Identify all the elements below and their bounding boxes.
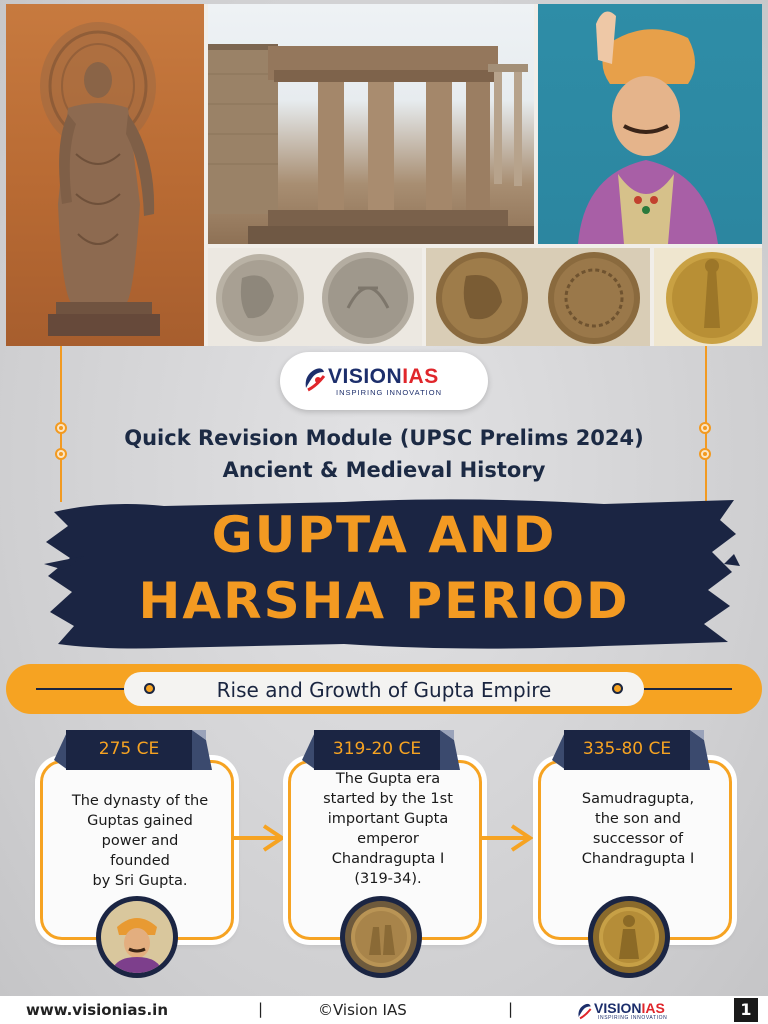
gupta-copper-coins-image xyxy=(426,248,650,346)
timeline-date-3: 335-80 CE xyxy=(582,739,672,759)
timeline-date-1: 275 CE xyxy=(98,739,160,759)
vision-ias-logo xyxy=(280,352,488,410)
timeline-date-tab-3 xyxy=(564,730,690,770)
vision-ias-logo-icon xyxy=(302,366,326,392)
timeline-arrow-2 xyxy=(482,824,534,852)
tab-1-fold-right xyxy=(192,730,212,770)
footer-separator: | xyxy=(508,1000,514,1018)
banner-right-line xyxy=(644,688,732,690)
timeline-arrow-1 xyxy=(234,824,286,852)
photo-collage xyxy=(6,4,762,346)
buddha-statue-image xyxy=(6,4,204,346)
subject-subtitle: Ancient & Medieval History xyxy=(222,458,546,482)
timeline-date-2: 319-20 CE xyxy=(332,739,422,759)
timeline-date-tab-1 xyxy=(66,730,192,770)
timeline-card-3-text: Samudragupta, the son and successor of Chandragupta I xyxy=(581,791,695,867)
logo-tagline: INSPIRING INNOVATION xyxy=(336,388,442,397)
page-number: 1 xyxy=(734,998,758,1022)
tab-2-fold-right xyxy=(440,730,460,770)
timeline-card-1-text: The dynasty of the Guptas gained power and founded by Sri Gupta. xyxy=(71,793,209,889)
gupta-temple-image xyxy=(208,4,534,244)
footer-separator: | xyxy=(258,1000,264,1018)
section-banner xyxy=(6,664,762,714)
footer-logo-icon xyxy=(576,1002,592,1020)
footer-copyright: ©Vision IAS xyxy=(318,1001,407,1019)
banner-left-bullet xyxy=(144,683,155,694)
tab-3-fold-right xyxy=(690,730,710,770)
gupta-gold-coin-image xyxy=(654,248,762,346)
banner-right-bullet xyxy=(612,683,623,694)
module-subtitle: Quick Revision Module (UPSC Prelims 2024) xyxy=(124,426,644,450)
page-title-line1: GUPTA AND xyxy=(211,506,557,564)
banner-left-line xyxy=(36,688,124,690)
logo-wordmark: VISIONIAS xyxy=(328,365,439,388)
page-title-line2: HARSHA PERIOD xyxy=(138,572,630,630)
footer-logo-tagline: INSPIRING INNOVATION xyxy=(598,1015,668,1021)
sri-gupta-medallion xyxy=(96,896,178,978)
section-banner-inner xyxy=(124,672,644,706)
chandragupta-coin-medallion xyxy=(340,896,422,978)
harsha-portrait-image xyxy=(538,4,762,244)
timeline-card-2-text: The Gupta era started by the 1st important Gupta emperor Chandragupta I (319-34). xyxy=(323,771,453,887)
footer-logo-wordmark: VISIONIAS xyxy=(594,1000,665,1016)
samudragupta-coin-medallion xyxy=(588,896,670,978)
footer xyxy=(0,996,768,1024)
timeline-date-tab-2 xyxy=(314,730,440,770)
gupta-silver-coins-image xyxy=(208,248,422,346)
section-title: Rise and Growth of Gupta Empire xyxy=(216,678,552,702)
footer-website-link[interactable]: www.visionias.in xyxy=(26,1001,168,1019)
